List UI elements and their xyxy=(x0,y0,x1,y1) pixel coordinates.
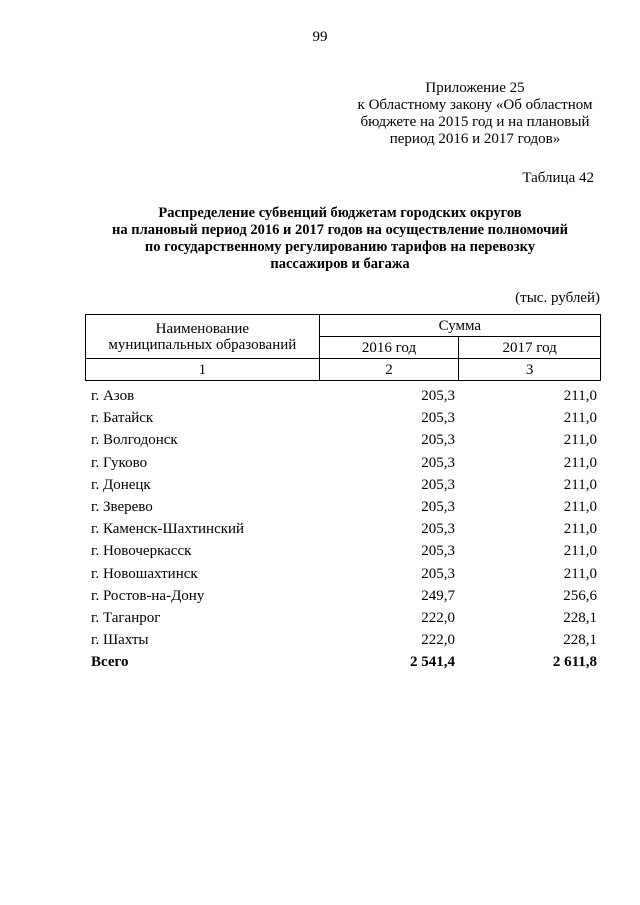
municipality-name: г. Зверево xyxy=(91,498,153,515)
municipality-name: г. Донецк xyxy=(91,476,151,493)
appendix-line: период 2016 и 2017 годов» xyxy=(389,131,561,147)
value-2017: 228,1 xyxy=(563,609,597,626)
value-2017: 211,0 xyxy=(563,565,597,582)
title-line: пассажиров и багажа xyxy=(270,256,410,272)
value-2017: 211,0 xyxy=(563,498,597,515)
municipality-name: г. Ростов-на-Дону xyxy=(91,587,205,604)
value-2017: 211,0 xyxy=(563,432,597,449)
table-header xyxy=(85,314,601,381)
title-line: по государственному регулированию тарифов на перевозку xyxy=(144,239,536,255)
value-2017: 256,6 xyxy=(563,587,597,604)
table-row xyxy=(85,474,601,496)
value-2016: 205,3 xyxy=(421,454,455,471)
value-2016: 249,7 xyxy=(421,587,455,604)
total-row xyxy=(85,651,601,673)
title-line: Распределение субвенций бюджетам городских округов xyxy=(158,205,522,221)
value-2017: 211,0 xyxy=(563,388,597,404)
header-year-2016: 2016 год xyxy=(319,337,459,359)
column-number: 1 xyxy=(86,359,320,381)
municipality-name: г. Шахты xyxy=(91,632,149,649)
total-2016: 2 541,4 xyxy=(410,654,455,671)
value-2016: 205,3 xyxy=(421,543,455,560)
table-row xyxy=(85,452,601,474)
units-label: (тыс. рублей) xyxy=(515,290,600,306)
table-row xyxy=(85,518,601,540)
municipality-name: г. Волгодонск xyxy=(91,432,178,449)
total-2017: 2 611,8 xyxy=(552,654,597,671)
value-2017: 211,0 xyxy=(563,454,597,471)
municipality-name: г. Новошахтинск xyxy=(91,565,198,582)
value-2016: 205,3 xyxy=(421,565,455,582)
municipality-name: г. Таганрог xyxy=(91,609,161,626)
municipality-name: г. Новочеркасск xyxy=(91,543,192,560)
header-year-2017: 2017 год xyxy=(459,337,601,359)
value-2016: 205,3 xyxy=(421,476,455,493)
value-2016: 205,3 xyxy=(421,388,455,404)
table-row xyxy=(85,629,601,651)
appendix-line: Приложение 25 xyxy=(425,80,525,96)
value-2016: 222,0 xyxy=(421,609,455,626)
appendix-reference xyxy=(345,80,605,148)
table-row xyxy=(85,496,601,518)
municipality-name: г. Батайск xyxy=(91,410,154,427)
value-2017: 228,1 xyxy=(563,632,597,649)
appendix-line: бюджете на 2015 год и на плановый xyxy=(360,114,590,130)
header-name-column: Наименование муниципальных образований xyxy=(86,315,320,359)
table-row xyxy=(85,429,601,451)
value-2016: 205,3 xyxy=(421,498,455,515)
table-row xyxy=(85,607,601,629)
table-number: Таблица 42 xyxy=(522,170,594,186)
value-2017: 211,0 xyxy=(563,476,597,493)
column-number: 3 xyxy=(459,359,601,381)
table-row xyxy=(85,563,601,585)
table-row xyxy=(85,385,601,407)
value-2017: 211,0 xyxy=(563,521,597,538)
value-2017: 211,0 xyxy=(563,410,597,427)
value-2016: 222,0 xyxy=(421,632,455,649)
document-title xyxy=(60,205,620,273)
table-row xyxy=(85,407,601,429)
column-number: 2 xyxy=(319,359,459,381)
municipality-name: г. Гуково xyxy=(91,454,148,471)
table-row xyxy=(85,540,601,562)
municipality-name: г. Каменск-Шахтинский xyxy=(91,521,245,538)
municipality-name: г. Азов xyxy=(91,388,135,404)
header-sum-column: Сумма xyxy=(319,315,600,337)
value-2017: 211,0 xyxy=(563,543,597,560)
table-row xyxy=(85,585,601,607)
page-number: 99 xyxy=(312,29,328,45)
value-2016: 205,3 xyxy=(421,410,455,427)
value-2016: 205,3 xyxy=(421,432,455,449)
title-line: на плановый период 2016 и 2017 годов на осуществление полномочий xyxy=(112,222,568,238)
total-label: Всего xyxy=(91,654,129,671)
appendix-line: к Областному закону «Об областном xyxy=(357,97,593,113)
value-2016: 205,3 xyxy=(421,521,455,538)
table-body xyxy=(85,385,601,673)
